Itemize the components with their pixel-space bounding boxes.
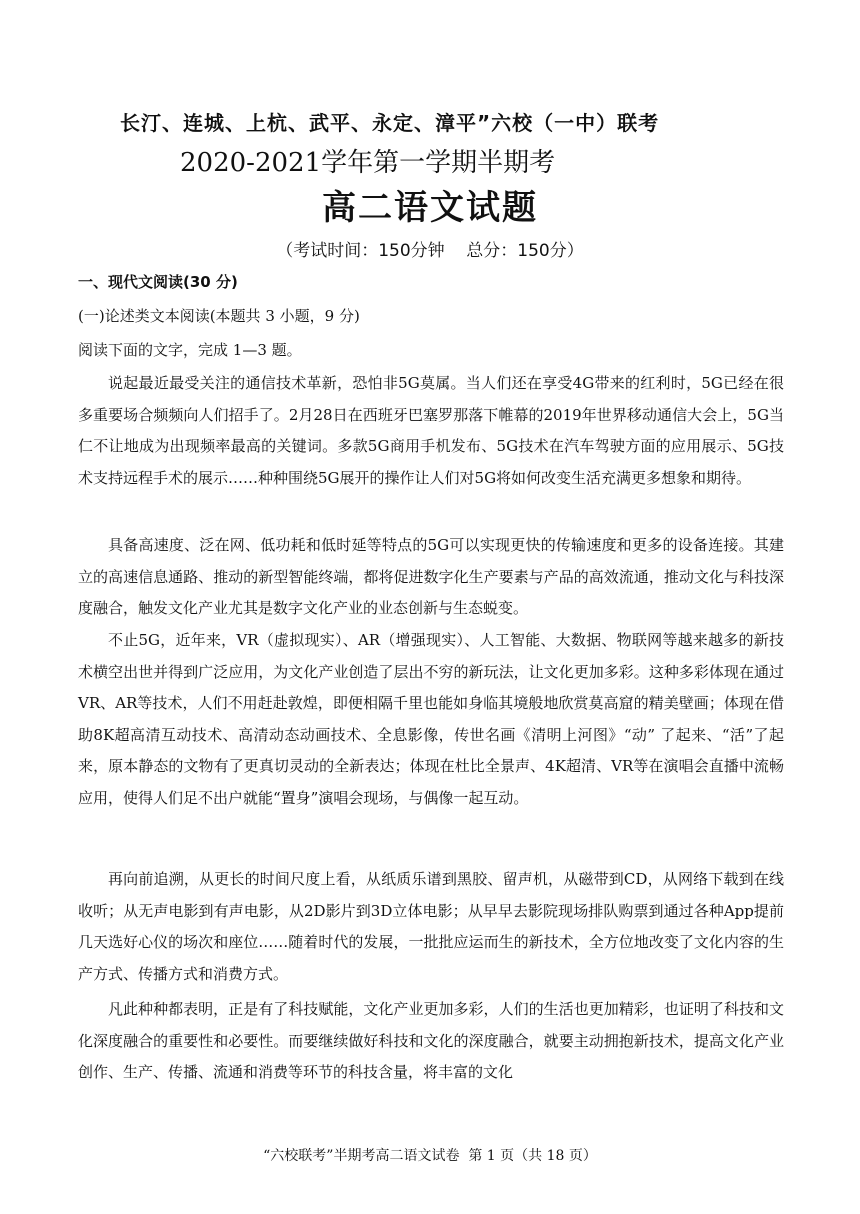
exam-title: 高二语文试题 (322, 188, 538, 228)
paragraph-4: 再向前追溯，从更长的时间尺度上看，从纸质乐谱到黑胶、留声机，从磁带到CD，从网络下载到在线收听；从无声电影到有声电影，从2D影片到3D立体电影；从早早去影院现场排队购票到通过各种App提前几天选好心仪的场次和座位……随着时代的发展，一批批应运而生的新技术，全方位地改变了文化内容的生产方式、传播方式和消费方式。 (78, 870, 784, 983)
paragraph-3: 不止5G，近年来，VR（虚拟现实）、AR（增强现实）、人工智能、大数据、物联网等越来越多的新技术横空出世并得到广泛应用，为文化产业创造了层出不穷的新玩法，让文化更加多彩。这种多彩体现在通过VR、AR等技术，人们不用赶赴敦煌，即便相隔千里也能如身临其境般地欣赏莫高窟的精美壁画；体现在借助8K超高清互动技术、高清动态动画技术、全息影像，传世名画《清明上河图》“动” 了起来、“活”了起来，原本静态的文物有了更真切灵动的全新表达；体现在杜比全景声、4K超清、VR等在演唱会直播中流畅应用，使得人们足不出户就能“置身”演唱会现场，与偶像一起互动。 (78, 631, 784, 807)
paragraph-2: 具备高速度、泛在网、低功耗和低时延等特点的5G可以实现更快的传输速度和更多的设备连接。其建立的高速信息通路、推动的新型智能终端，都将促进数字化生产要素与产品的高效流通，推动文化与科技深度融合，触发文化产业尤其是数字文化产业的业态创新与生态蜕变。 (78, 536, 784, 618)
section-instruction: 阅读下面的文字，完成 1—3 题。 (78, 341, 302, 359)
schools-header: 长汀、连城、上杭、武平、永定、漳平”六校（一中）联考 (120, 111, 660, 135)
page-footer: “六校联考”半期考高二语文试卷 第 1 页（共 18 页） (263, 1148, 597, 1164)
section-subtitle: (一)论述类文本阅读(本题共 3 小题，9 分) (78, 307, 360, 325)
section-title: 一、现代文阅读(30 分) (78, 273, 238, 291)
paragraph-5: 凡此种种都表明，正是有了科技赋能，文化产业更加多彩，人们的生活也更加精彩，也证明了科技和文化深度融合的重要性和必要性。而要继续做好科技和文化的深度融合，就要主动拥抱新技术，提高文化产业创作、生产、传播、流通和消费等环节的科技含量，将丰富的文化 (78, 1000, 784, 1082)
exam-meta: （考试时间：150分钟 总分：150分） (276, 241, 584, 261)
paragraph-1: 说起最近最受关注的通信技术革新，恐怕非5G莫属。当人们还在享受4G带来的红利时，5G已经在很多重要场合频频向人们招手了。2月28日在西班牙巴塞罗那落下帷幕的2019年世界移动通信大会上，5G当仁不让地成为出现频率最高的关键词。多款5G商用手机发布、5G技术在汽车驾驶方面的应用展示、5G技术支持远程手术的展示……种种围绕5G展开的操作让人们对5G将如何改变生活充满更多想象和期待。 (78, 374, 784, 487)
term-header: 2020-2021学年第一学期半期考 (180, 148, 556, 178)
